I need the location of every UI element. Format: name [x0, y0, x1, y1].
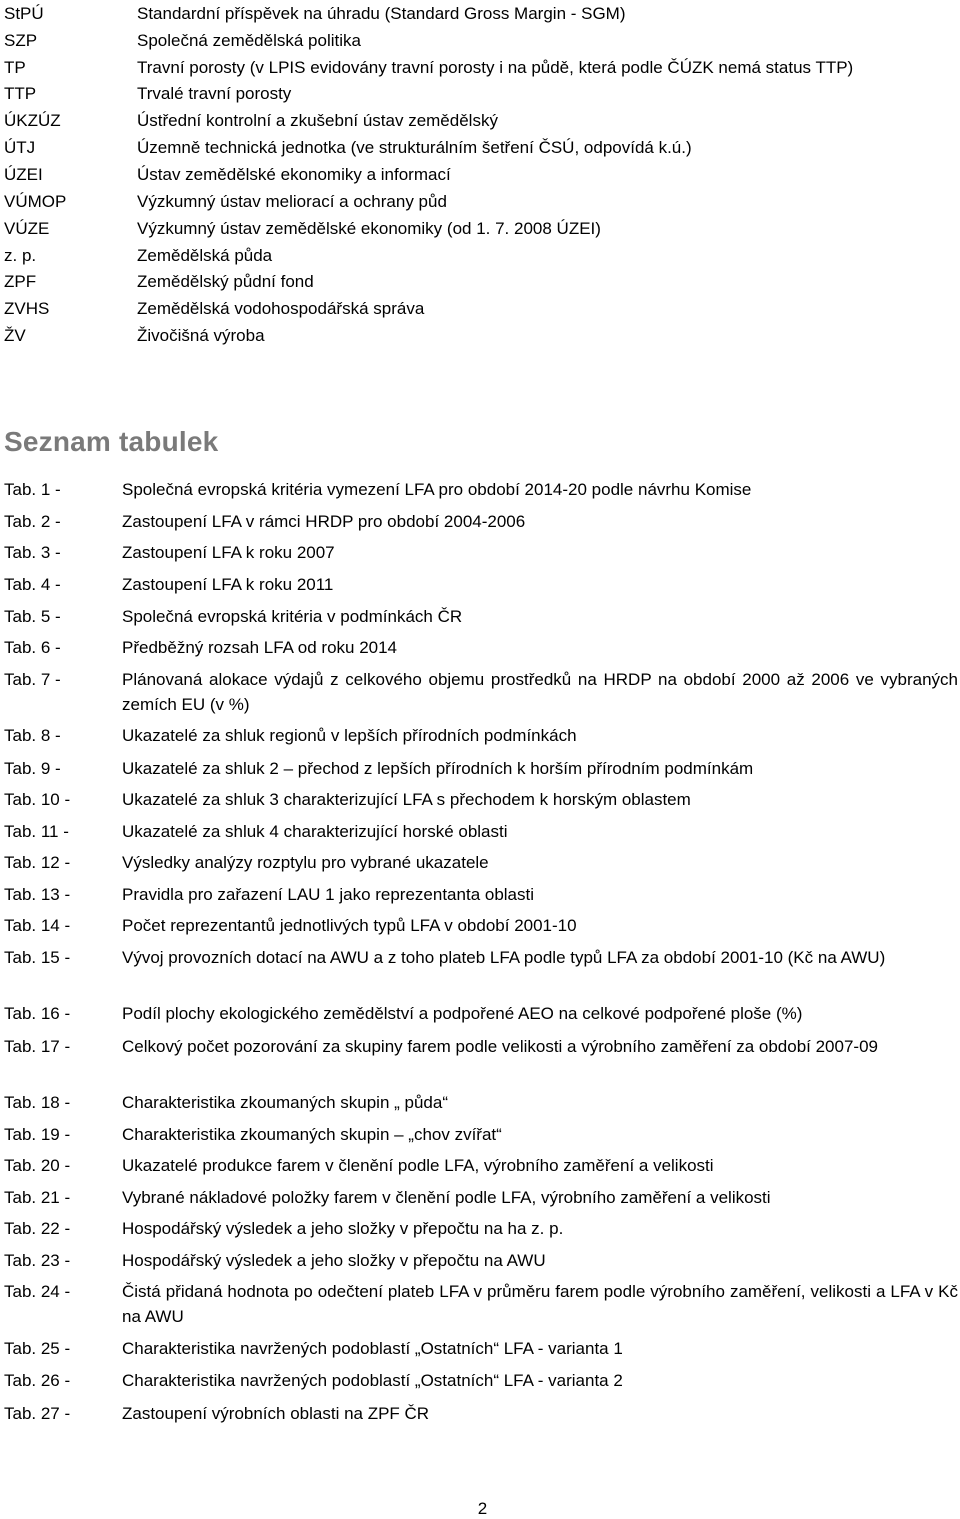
table-list-item[interactable]	[0, 819, 960, 844]
abbreviation-description: Výzkumný ústav zemědělské ekonomiky (od 1. 7. 2008 ÚZEI)	[137, 218, 601, 238]
table-caption: Počet reprezentantů jednotlivých typů LFA v období 2001-10	[122, 916, 577, 935]
abbreviation-list	[0, 0, 960, 349]
table-list-item[interactable]	[0, 1001, 960, 1026]
abbreviation-code: TTP	[4, 84, 37, 104]
table-number: Tab. 3 -	[4, 543, 61, 562]
table-list-item[interactable]	[0, 572, 960, 597]
table-list-item[interactable]	[0, 1185, 960, 1210]
table-caption: Charakteristika navržených podoblastí „Ostatních“ LFA - varianta 1	[122, 1339, 623, 1358]
table-caption: Zastoupení LFA k roku 2011	[122, 575, 334, 594]
abbreviation-description: Územně technická jednotka (ve strukturálním šetření ČSÚ, odpovídá k.ú.)	[137, 138, 692, 158]
abbreviation-row	[0, 54, 960, 81]
abbreviation-row	[0, 27, 960, 54]
abbreviation-row	[0, 161, 960, 188]
abbreviation-description: Zemědělský půdní fond	[137, 272, 314, 292]
table-number: Tab. 23 -	[4, 1251, 71, 1270]
table-list-item[interactable]	[0, 913, 960, 938]
abbreviation-code: SZP	[4, 30, 38, 50]
abbreviation-code: TP	[4, 57, 26, 77]
abbreviation-row	[0, 242, 960, 269]
table-caption: Ukazatelé za shluk 2 – přechod z lepších přírodních k horším přírodním podmínkám	[122, 759, 754, 778]
table-number: Tab. 9 -	[4, 759, 61, 778]
table-number: Tab. 6 -	[4, 638, 61, 657]
table-number: Tab. 7 -	[4, 670, 61, 689]
table-caption: Charakteristika zkoumaných skupin „ půda“	[122, 1093, 448, 1112]
table-list-item[interactable]	[0, 723, 960, 748]
table-number: Tab. 25 -	[4, 1339, 71, 1358]
table-caption: Zastoupení LFA v rámci HRDP pro období 2004-2006	[122, 512, 526, 531]
table-list-item[interactable]	[0, 1216, 960, 1241]
abbreviation-row	[0, 81, 960, 108]
abbreviation-row	[0, 268, 960, 295]
abbreviation-code: StPÚ	[4, 3, 44, 23]
table-list-item[interactable]	[0, 1336, 960, 1361]
abbreviation-description: Trvalé travní porosty	[137, 84, 292, 104]
table-caption: Vybrané nákladové položky farem v členění podle LFA, výrobního zaměření a velikosti	[122, 1188, 771, 1207]
table-list-item[interactable]	[0, 756, 960, 781]
table-list-item[interactable]	[0, 1034, 960, 1059]
table-number: Tab. 12 -	[4, 853, 71, 872]
abbreviation-row	[0, 107, 960, 134]
table-caption: Ukazatelé za shluk regionů v lepších přírodních podmínkách	[122, 726, 577, 745]
table-list-item[interactable]	[0, 667, 960, 717]
table-number: Tab. 14 -	[4, 916, 71, 935]
abbreviation-code: z. p.	[4, 245, 37, 265]
table-number: Tab. 5 -	[4, 607, 61, 626]
table-list-item[interactable]	[0, 540, 960, 565]
table-number: Tab. 26 -	[4, 1371, 71, 1390]
abbreviation-code: ZPF	[4, 272, 37, 292]
table-caption: Zastoupení výrobních oblasti na ZPF ČR	[122, 1404, 430, 1423]
table-number: Tab. 13 -	[4, 885, 71, 904]
table-number: Tab. 1 -	[4, 480, 61, 499]
table-caption: Hospodářský výsledek a jeho složky v přepočtu na ha z. p.	[122, 1219, 564, 1238]
table-caption: Výsledky analýzy rozptylu pro vybrané ukazatele	[122, 853, 489, 872]
table-list-item[interactable]	[0, 1248, 960, 1273]
table-caption: Vývoj provozních dotací na AWU a z toho plateb LFA podle typů LFA za období 2001-10 (Kč na AWU)	[122, 948, 886, 967]
abbreviation-row	[0, 215, 960, 242]
table-number: Tab. 27 -	[4, 1404, 71, 1423]
table-number: Tab. 4 -	[4, 575, 61, 594]
table-caption: Plánovaná alokace výdajů z celkového objemu prostředků na HRDP na období 2000 až 2006 ve vybraných zemích EU (v %)	[122, 670, 958, 714]
abbreviation-code: VÚZE	[4, 218, 50, 238]
table-number: Tab. 16 -	[4, 1004, 71, 1023]
table-caption: Charakteristika navržených podoblastí „Ostatních“ LFA - varianta 2	[122, 1371, 623, 1390]
table-number: Tab. 20 -	[4, 1156, 71, 1175]
abbreviation-code: ÚZEI	[4, 164, 43, 184]
table-number: Tab. 15 -	[4, 948, 71, 967]
abbreviation-code: ÚTJ	[4, 138, 36, 158]
table-number: Tab. 17 -	[4, 1037, 71, 1056]
abbreviation-description: Ústav zemědělské ekonomiky a informací	[137, 164, 451, 184]
table-number: Tab. 8 -	[4, 726, 61, 745]
table-number: Tab. 21 -	[4, 1188, 71, 1207]
table-caption: Zastoupení LFA k roku 2007	[122, 543, 335, 562]
table-caption: Charakteristika zkoumaných skupin – „chov zvířat“	[122, 1125, 502, 1144]
table-number: Tab. 22 -	[4, 1219, 71, 1238]
table-caption: Pravidla pro zařazení LAU 1 jako reprezentanta oblasti	[122, 885, 535, 904]
table-list-item[interactable]	[0, 850, 960, 875]
table-number: Tab. 18 -	[4, 1093, 71, 1112]
table-caption: Celkový počet pozorování za skupiny farem podle velikosti a výrobního zaměření za období 2007-09	[122, 1037, 878, 1056]
table-list-item[interactable]	[0, 604, 960, 629]
abbreviation-code: ÚKZÚZ	[4, 111, 61, 131]
table-number: Tab. 2 -	[4, 512, 61, 531]
abbreviation-row	[0, 188, 960, 215]
table-list-item[interactable]	[0, 882, 960, 907]
abbreviation-code: ŽV	[4, 326, 26, 346]
table-number: Tab. 10 -	[4, 790, 71, 809]
table-caption: Ukazatelé za shluk 4 charakterizující horské oblasti	[122, 822, 508, 841]
table-caption: Čistá přidaná hodnota po odečtení plateb LFA v průměru farem podle výrobního zaměření, velikosti a LFA v Kč na AWU	[122, 1282, 958, 1326]
page-number: 2	[477, 1499, 488, 1518]
table-list-item[interactable]	[0, 1153, 960, 1178]
table-caption: Ukazatelé za shluk 3 charakterizující LFA s přechodem k horským oblastem	[122, 790, 691, 809]
abbreviation-code: VÚMOP	[4, 191, 67, 211]
table-list-item[interactable]	[0, 509, 960, 534]
table-caption: Společná evropská kritéria vymezení LFA pro období 2014-20 podle návrhu Komise	[122, 480, 752, 499]
abbreviation-description: Zemědělská půda	[137, 245, 273, 265]
abbreviation-code: ZVHS	[4, 299, 50, 319]
table-list-item[interactable]	[0, 477, 960, 502]
table-list-item[interactable]	[0, 1090, 960, 1115]
abbreviation-description: Ústřední kontrolní a zkušební ústav zemědělský	[137, 111, 498, 131]
table-caption: Hospodářský výsledek a jeho složky v přepočtu na AWU	[122, 1251, 546, 1270]
table-caption: Společná evropská kritéria v podmínkách ČR	[122, 607, 463, 626]
abbreviation-description: Výzkumný ústav meliorací a ochrany půd	[137, 191, 447, 211]
table-list-item[interactable]	[0, 787, 960, 812]
table-number: Tab. 11 -	[4, 822, 69, 841]
abbreviation-description: Standardní příspěvek na úhradu (Standard Gross Margin - SGM)	[137, 3, 626, 23]
table-list-item[interactable]	[0, 1122, 960, 1147]
table-number: Tab. 24 -	[4, 1282, 71, 1301]
table-list-item[interactable]	[0, 1279, 960, 1329]
table-list-item[interactable]	[0, 1368, 960, 1393]
abbreviation-row	[0, 134, 960, 161]
table-caption: Ukazatelé produkce farem v členění podle LFA, výrobního zaměření a velikosti	[122, 1156, 714, 1175]
table-number: Tab. 19 -	[4, 1125, 71, 1144]
table-caption: Předběžný rozsah LFA od roku 2014	[122, 638, 398, 657]
table-list-item[interactable]	[0, 945, 960, 970]
abbreviation-description: Travní porosty (v LPIS evidovány travní porosty i na půdě, která podle ČÚZK nemá status TTP)	[137, 57, 854, 77]
abbreviation-description: Živočišná výroba	[137, 326, 265, 346]
table-list-item[interactable]	[0, 635, 960, 660]
abbreviation-description: Společná zemědělská politika	[137, 30, 361, 50]
table-caption: Podíl plochy ekologického zemědělství a podpořené AEO na celkové podpořené ploše (%)	[122, 1004, 803, 1023]
abbreviation-row	[0, 322, 960, 349]
table-list-item[interactable]	[0, 1401, 960, 1426]
abbreviation-row	[0, 0, 960, 27]
section-title: Seznam tabulek	[4, 426, 219, 457]
abbreviation-row	[0, 295, 960, 322]
abbreviation-description: Zemědělská vodohospodářská správa	[137, 299, 425, 319]
